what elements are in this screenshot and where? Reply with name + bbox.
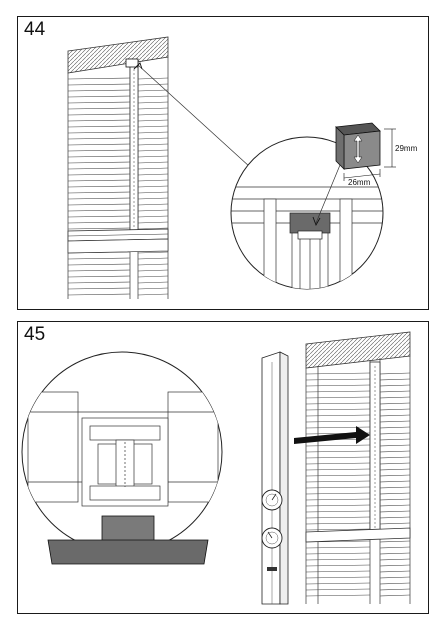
wall-board-line [68, 222, 130, 223]
wall-board-line [306, 595, 370, 596]
wall-board-line [68, 228, 130, 229]
wall-board-line [306, 547, 370, 548]
wall-board-line [306, 481, 370, 482]
sauna-ceiling [306, 332, 410, 368]
wall-board-line [138, 252, 168, 253]
wall-board-line [138, 258, 168, 259]
sauna-wall-right [306, 356, 410, 604]
wall-board-line [138, 150, 168, 151]
wall-board-line [306, 427, 370, 428]
wall-board-line [306, 469, 370, 470]
wall-board-line [380, 439, 410, 440]
wall-board-line [68, 204, 130, 205]
wall-board-line [306, 487, 370, 488]
wall-board-line [380, 433, 410, 434]
bench-rail [68, 229, 168, 253]
wall-board-line [68, 168, 130, 169]
wall-board-line [306, 379, 370, 380]
wall-board-line [380, 589, 410, 590]
wall-board-line [380, 409, 410, 410]
wall-board-line [68, 264, 130, 265]
wall-board-line [68, 216, 130, 217]
wall-board-line [138, 288, 168, 289]
wall-board-line [68, 126, 130, 127]
wall-board-line [68, 294, 130, 295]
bench-rail [306, 528, 410, 542]
wall-board-line [380, 499, 410, 500]
wall-board-line [380, 571, 410, 572]
wall-board-line [138, 204, 168, 205]
control-post [262, 352, 288, 604]
step-number: 45 [24, 324, 46, 345]
wall-board-line [68, 132, 130, 133]
wall-board-line [138, 84, 168, 85]
wall-board-line [68, 192, 130, 193]
wall-board-line [138, 90, 168, 91]
wall-board-line [138, 294, 168, 295]
wall-board-line [306, 571, 370, 572]
wall-board-line [138, 270, 168, 271]
callout-line [138, 65, 250, 167]
wall-board-line [380, 559, 410, 560]
wall-board-line [306, 409, 370, 410]
wall-board-line [68, 162, 130, 163]
wall-board-line [138, 282, 168, 283]
wall-board-line [380, 511, 410, 512]
wall-board-line [380, 415, 410, 416]
wall-board-line [68, 174, 130, 175]
wall-board-line [380, 385, 410, 386]
wall-board-line [380, 577, 410, 578]
wall-board-line [138, 222, 168, 223]
wall-board-line [68, 144, 130, 145]
step-44-illustration [18, 17, 430, 311]
wall-board-line [380, 427, 410, 428]
wall-board-line [68, 276, 130, 277]
wall-board-line [306, 451, 370, 452]
height-dimension: 29mm [395, 144, 418, 153]
wall-board-line [138, 174, 168, 175]
wall-board-line [380, 595, 410, 596]
wall-board-line [68, 90, 130, 91]
wall-board-line [306, 553, 370, 554]
wall-board-line [306, 559, 370, 560]
wall-board-line [306, 505, 370, 506]
wall-board-line [68, 84, 130, 85]
wall-board-line [306, 385, 370, 386]
wall-board-line [306, 565, 370, 566]
wall-board-line [68, 180, 130, 181]
wall-board-line [380, 487, 410, 488]
wall-board-line [380, 403, 410, 404]
wall-board-line [306, 445, 370, 446]
wall-board-line [306, 499, 370, 500]
wall-board-line [380, 517, 410, 518]
wall-board-line [380, 379, 410, 380]
wall-board-line [138, 186, 168, 187]
wall-board-line [306, 457, 370, 458]
wall-board-line [68, 120, 130, 121]
wall-board-line [138, 162, 168, 163]
wall-board-line [306, 403, 370, 404]
wall-board-line [380, 463, 410, 464]
step-45-illustration [18, 322, 430, 615]
wall-board-line [138, 198, 168, 199]
wall-board-line [138, 96, 168, 97]
wall-board-line [138, 264, 168, 265]
wall-board-line [380, 523, 410, 524]
wall-board-line [380, 397, 410, 398]
wall-board-line [380, 469, 410, 470]
wall-board-line [306, 523, 370, 524]
wall-board-line [138, 216, 168, 217]
wall-board-line [68, 270, 130, 271]
floor-slab [48, 540, 208, 564]
wall-board-line [68, 102, 130, 103]
wall-board-line [380, 541, 410, 542]
logo-plate [267, 567, 277, 571]
sauna-ceiling [68, 37, 168, 73]
wall-board-line [138, 144, 168, 145]
clip-marker [126, 59, 138, 67]
wall-board-line [306, 583, 370, 584]
step-44-panel [17, 16, 429, 310]
wall-board-line [380, 565, 410, 566]
wall-board-line [306, 589, 370, 590]
wall-board-line [138, 276, 168, 277]
wall-board-line [306, 391, 370, 392]
wall-board-line [380, 481, 410, 482]
wall-board-line [306, 415, 370, 416]
wall-board-line [68, 210, 130, 211]
wall-board-line [138, 138, 168, 139]
wall-board-line [68, 96, 130, 97]
step-45-panel [17, 321, 429, 614]
wall-board-line [68, 186, 130, 187]
wall-board-line [68, 198, 130, 199]
wall-board-line [68, 258, 130, 259]
wall-board-line [306, 421, 370, 422]
wall-board-line [138, 210, 168, 211]
wall-board-line [380, 373, 410, 374]
wall-board-line [68, 108, 130, 109]
wall-board-line [138, 108, 168, 109]
spacer-block [336, 123, 380, 169]
wall-board-line [138, 126, 168, 127]
wall-board-line [306, 493, 370, 494]
wall-board-line [68, 288, 130, 289]
wall-board-line [68, 156, 130, 157]
sauna-wall-left [68, 57, 168, 299]
spacer-block [102, 516, 154, 542]
wall-board-line [380, 493, 410, 494]
wall-board-line [138, 156, 168, 157]
step-number: 44 [24, 19, 46, 40]
width-dimension: 26mm [348, 178, 371, 187]
wall-board-line [380, 583, 410, 584]
wall-board-line [380, 553, 410, 554]
wall-board-line [68, 78, 130, 79]
wall-board-line [68, 150, 130, 151]
wall-board-line [306, 373, 370, 374]
wall-board-line [306, 463, 370, 464]
wall-board-line [68, 114, 130, 115]
wall-board-line [306, 577, 370, 578]
wall-board-line [380, 391, 410, 392]
install-arrow-icon [294, 426, 370, 444]
wall-board-line [306, 397, 370, 398]
wall-board-line [380, 451, 410, 452]
wall-board-line [306, 475, 370, 476]
wall-board-line [138, 192, 168, 193]
wall-board-line [380, 547, 410, 548]
wall-board-line [68, 282, 130, 283]
wall-board-line [380, 445, 410, 446]
wall-board-line [138, 132, 168, 133]
wall-board-line [138, 120, 168, 121]
wall-board-line [138, 180, 168, 181]
wall-board-line [380, 475, 410, 476]
wall-board-line [306, 511, 370, 512]
wall-board-line [380, 421, 410, 422]
wall-board-line [68, 138, 130, 139]
wall-board-line [138, 168, 168, 169]
wall-board-line [380, 457, 410, 458]
wall-board-line [138, 102, 168, 103]
wall-board-line [306, 517, 370, 518]
wall-board-line [138, 114, 168, 115]
wall-board-line [380, 505, 410, 506]
